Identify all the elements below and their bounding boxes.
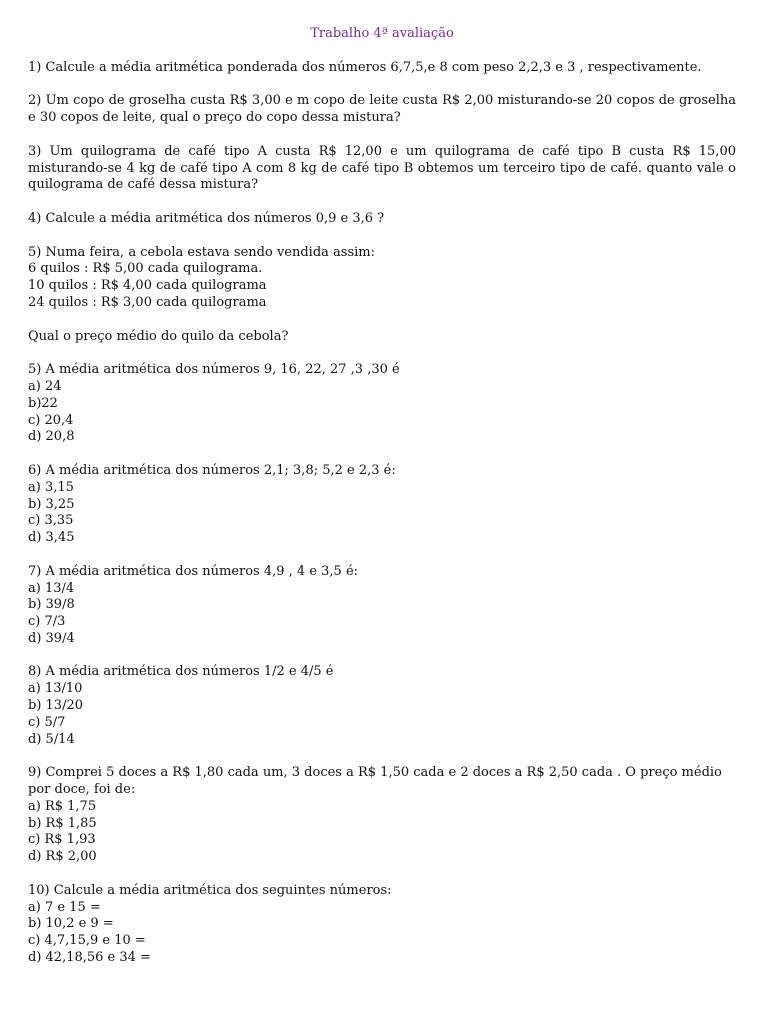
question-block [28,211,736,228]
question-text: 5) A média aritmética dos números 9, 16, 22, 27 ,3 ,30 é [28,362,400,378]
question-text: 2) Um copo de groselha custa R$ 3,00 e m copo de leite custa R$ 2,00 misturando-se 20 copos de groselha e 30 copos de leite, qual o preço do copo dessa mistura? [28,93,736,126]
question-block [28,245,736,312]
question-block [28,144,736,194]
question-block [28,60,736,77]
answer-line: b)22 [28,395,58,411]
answer-line: c) R$ 1,93 [28,832,96,848]
question-block [28,765,736,866]
question-text: 5) Numa feira, a cebola estava sendo vendida assim: [28,244,376,260]
document-body [28,60,736,967]
answer-line: c) 7/3 [28,614,66,630]
document-title: Trabalho 4ª avaliação [310,26,454,41]
answer-line: c) 4,7,15,9 e 10 = [28,933,146,949]
answer-line: d) R$ 2,00 [28,849,97,865]
question-text: 6) A média aritmética dos números 2,1; 3,8; 5,2 e 2,3 é: [28,462,396,478]
question-block [28,564,736,648]
answer-line: a) 3,15 [28,479,74,495]
answer-line: 24 quilos : R$ 3,00 cada quilograma [28,294,267,310]
answer-line: b) 10,2 e 9 = [28,916,114,932]
answer-line: a) 24 [28,378,62,394]
answer-line: b) 39/8 [28,597,75,613]
question-text: 3) Um quilograma de café tipo A custa R$ 12,00 e um quilograma de café tipo B custa R$ 15,00 misturando-se 4 kg de café tipo A com 8 kg de café tipo B obtemos um terceiro tipo de café. quanto vale o quilograma de café dessa mistura? [28,143,736,193]
question-block [28,883,736,967]
answer-line: d) 5/14 [28,731,75,747]
question-text: 1) Calcule a média aritmética ponderada dos números 6,7,5,e 8 com peso 2,2,3 e 3 , respectivamente. [28,59,702,75]
question-text: Qual o preço médio do quilo da cebola? [28,328,289,344]
question-block [28,329,736,346]
answer-line: 6 quilos : R$ 5,00 cada quilograma. [28,261,263,277]
answer-line: d) 42,18,56 e 34 = [28,950,151,966]
answer-line: a) R$ 1,75 [28,798,97,814]
answer-line: b) 3,25 [28,496,75,512]
question-text: 10) Calcule a média aritmética dos seguintes números: [28,882,392,898]
answer-line: b) 13/20 [28,698,83,714]
answer-line: a) 7 e 15 = [28,899,101,915]
answer-line: c) 3,35 [28,513,74,529]
question-block [28,664,736,748]
question-text: 7) A média aritmética dos números 4,9 , 4 e 3,5 é: [28,563,359,579]
answer-line: a) 13/10 [28,681,83,697]
answer-line: c) 5/7 [28,714,66,730]
answer-line: b) R$ 1,85 [28,815,97,831]
question-block [28,93,736,127]
answer-line: d) 39/4 [28,630,75,646]
question-block [28,362,736,446]
question-text: 9) Comprei 5 doces a R$ 1,80 cada um, 3 doces a R$ 1,50 cada e 2 doces a R$ 2,50 cada . O preço médio por doce, foi de: [28,765,722,798]
answer-line: d) 3,45 [28,530,75,546]
answer-line: a) 13/4 [28,580,75,596]
answer-line: d) 20,8 [28,429,75,445]
question-text: 8) A média aritmética dos números 1/2 e 4/5 é [28,664,334,680]
question-text: 4) Calcule a média aritmética dos números 0,9 e 3,6 ? [28,210,385,226]
answer-line: c) 20,4 [28,412,74,428]
question-block [28,463,736,547]
answer-line: 10 quilos : R$ 4,00 cada quilograma [28,278,267,294]
